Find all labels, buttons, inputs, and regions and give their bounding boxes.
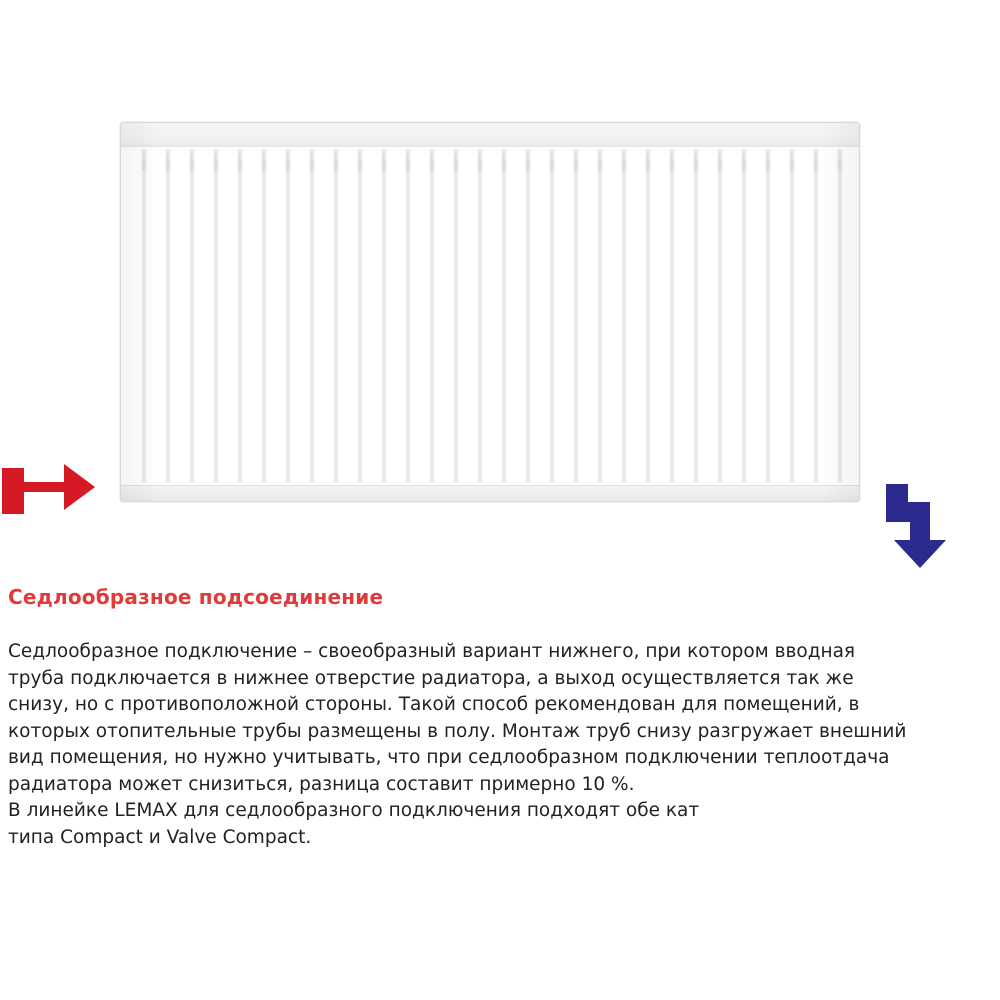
paragraph-line: вид помещения, но нужно учитывать, что при седлообразном подключении теплоотдача	[8, 747, 890, 768]
paragraph-line: В линейке LEMAX для седлообразного подключения подходят обе кат	[8, 800, 700, 821]
page-title: Седлообразное подсоединение	[8, 585, 384, 609]
panel-radiator	[120, 122, 860, 502]
outlet-arrow-icon	[884, 482, 956, 570]
paragraph-line: радиатора может снизиться, разница составит примерно 10 %.	[8, 773, 635, 795]
radiator-top-plate	[121, 123, 859, 147]
inlet-arrow-icon	[2, 462, 97, 522]
paragraph-line: которых отопительные трубы размещены в полу. Монтаж труб снизу разгружает внешний	[8, 720, 907, 742]
paragraph-line: Седлообразное подключение – своеобразный вариант нижнего, при котором вводная	[8, 641, 856, 662]
paragraph-line: типа Compact и Valve Compact.	[8, 826, 312, 848]
article-text	[8, 585, 992, 851]
paragraph-line: снизу, но с противоположной стороны. Такой способ рекомендован для помещений, в	[8, 694, 860, 715]
radiator-fins	[131, 149, 849, 483]
paragraph-line: труба подключается в нижнее отверстие радиатора, а выход осуществляется так же	[8, 667, 854, 689]
radiator-fin-tops	[131, 149, 849, 171]
radiator-bottom-plate	[121, 485, 859, 501]
